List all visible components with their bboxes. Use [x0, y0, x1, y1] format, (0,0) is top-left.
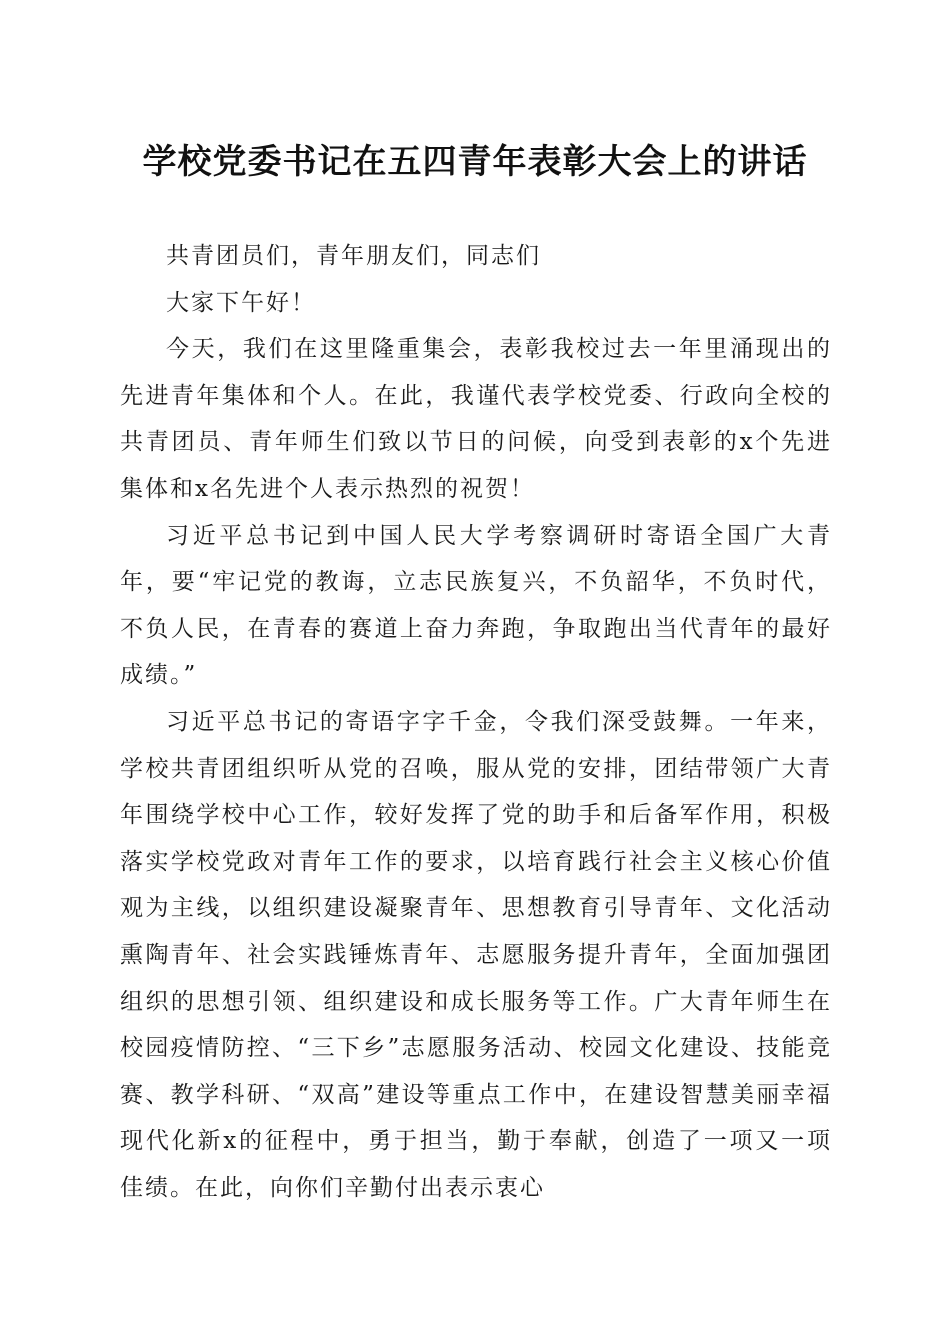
- document-title: 学校党委书记在五四青年表彰大会上的讲话: [142, 142, 808, 182]
- salutation-paragraph: 共青团员们，青年朋友们，同志们: [166, 243, 541, 269]
- body-paragraph: 习近平总书记的寄语字字千金，令我们深受鼓舞。一年来，学校共青团组织听从党的召唤，服从党的安排，团结带领广大青年围绕学校中心工作，较好发挥了党的助手和后备军作用，积极落实学校党政对青年工作的要求，以培育践行社会主义核心价值观为主线，以组织建设凝聚青年、思想教育引导青年、文化活动熏陶青年、社会实践锤炼青年、志愿服务提升青年，全面加强团组织的思想引领、组织建设和成长服务等工作。广大青年师生在校园疫情防控、“三下乡”志愿服务活动、校园文化建设、技能竞赛、教学科研、“双高”建设等重点工作中，在建设智慧美丽幸福现代化新x的征程中，勇于担当，勤于奉献，创造了一项又一项佳绩。在此，向你们辛勤付出表示衷心: [120, 708, 832, 1201]
- greeting-paragraph: 大家下午好！: [166, 289, 316, 316]
- document-body: [120, 233, 832, 1211]
- body-paragraph: 习近平总书记到中国人民大学考察调研时寄语全国广大青年，要“牢记党的教诲，立志民族复兴，不负韶华，不负时代，不负人民，在青春的赛道上奋力奔跑，争取跑出当代青年的最好成绩。”: [120, 522, 832, 689]
- body-paragraph: 今天，我们在这里隆重集会，表彰我校过去一年里涌现出的先进青年集体和个人。在此，我谨代表学校党委、行政向全校的共青团员、青年师生们致以节日的问候，向受到表彰的x个先进集体和x名先进个人表示热烈的祝贺！: [120, 336, 832, 502]
